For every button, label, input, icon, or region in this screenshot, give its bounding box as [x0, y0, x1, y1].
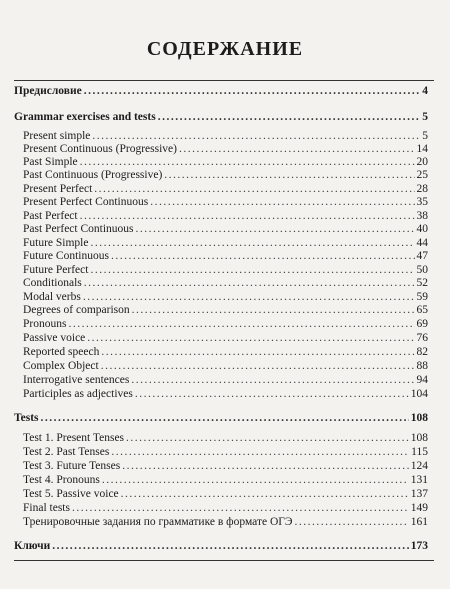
leader-dots: [68, 317, 414, 331]
toc-label: Pronouns: [23, 318, 67, 330]
toc-page-number: 65: [416, 304, 428, 316]
toc-section: [14, 539, 428, 553]
toc-label: Tests: [14, 412, 39, 424]
toc-page-number: 137: [410, 488, 428, 500]
toc-page-number: 52: [416, 277, 428, 289]
leader-dots: [80, 209, 415, 223]
top-rule: [14, 80, 434, 81]
toc-item: [23, 263, 428, 277]
toc-label: Past Perfect: [23, 210, 78, 222]
toc-label: Ключи: [14, 540, 51, 552]
toc-page-number: 149: [410, 502, 428, 514]
toc-page-number: 161: [410, 516, 428, 528]
toc-label: Test 3. Future Tenses: [23, 460, 121, 472]
leader-dots: [164, 168, 414, 182]
leader-dots: [87, 331, 414, 345]
toc-page-number: 50: [416, 264, 428, 276]
toc-page-number: 5: [422, 111, 428, 123]
toc-item: [23, 142, 428, 156]
toc-label: Past Simple: [23, 156, 78, 168]
toc-label: Future Continuous: [23, 250, 109, 262]
toc-page-number: 5: [422, 130, 428, 142]
toc-label: Future Perfect: [23, 264, 89, 276]
toc-page-number: 20: [416, 156, 428, 168]
toc-section: [14, 110, 428, 124]
toc-label: Test 5. Passive voice: [23, 488, 119, 500]
toc-page-number: 94: [416, 374, 428, 386]
toc-page-number: 44: [416, 237, 428, 249]
toc-item: [23, 387, 428, 401]
page-title: СОДЕРЖАНИЕ: [146, 38, 304, 60]
toc-label: Reported speech: [23, 346, 100, 358]
leader-dots: [150, 195, 414, 209]
toc-section: [14, 411, 428, 425]
toc-page-number: 108: [410, 432, 428, 444]
toc-page-number: 4: [422, 85, 428, 97]
toc-page-number: 59: [416, 291, 428, 303]
toc-label: Grammar exercises and tests: [14, 111, 156, 123]
toc-page-number: 115: [411, 446, 428, 458]
toc-label: Future Simple: [23, 237, 89, 249]
toc-label: Test 1. Present Tenses: [23, 432, 125, 444]
toc-item: [23, 431, 428, 445]
toc-label: Test 2. Past Tenses: [23, 446, 110, 458]
toc-item: [23, 155, 428, 169]
leader-dots: [131, 373, 414, 387]
toc-item: [23, 182, 428, 196]
toc-label: Present simple: [23, 130, 91, 142]
toc-section: [14, 84, 428, 98]
toc-item: [23, 473, 428, 487]
toc-item: [23, 129, 428, 143]
leader-dots: [84, 276, 415, 290]
toc-item: [23, 345, 428, 359]
toc-page-number: 124: [410, 460, 428, 472]
toc-item: [23, 331, 428, 345]
leader-dots: [135, 387, 409, 401]
toc-label: Participles as adjectives: [23, 388, 133, 400]
toc-label: Предисловие: [14, 85, 82, 97]
toc-label: Degrees of comparison: [23, 304, 130, 316]
toc-item: [23, 487, 428, 501]
leader-dots: [90, 263, 414, 277]
toc-label: Interrogative sentences: [23, 374, 130, 386]
toc-item: [23, 276, 428, 290]
toc-item: [23, 317, 428, 331]
leader-dots: [121, 487, 409, 501]
toc-page-number: 82: [416, 346, 428, 358]
toc-label: Final tests: [23, 502, 70, 514]
toc-item: [23, 501, 428, 515]
toc-item: [23, 168, 428, 182]
toc-item: [23, 249, 428, 263]
toc-page-number: 108: [410, 412, 428, 424]
toc-label: Тренировочные задания по грамматике в формате ОГЭ: [23, 516, 293, 528]
toc-page-number: 76: [416, 332, 428, 344]
toc-item: [23, 222, 428, 236]
leader-dots: [295, 515, 409, 529]
toc-page-number: 69: [416, 318, 428, 330]
leader-dots: [84, 84, 421, 98]
toc-page-number: 28: [416, 183, 428, 195]
bottom-rule: [14, 560, 434, 561]
toc-label: Past Perfect Continuous: [23, 223, 134, 235]
toc-item: [23, 445, 428, 459]
toc-page-number: 173: [410, 540, 428, 552]
toc-page-number: 40: [416, 223, 428, 235]
toc-label: Conditionals: [23, 277, 82, 289]
toc-item: [23, 236, 428, 250]
toc-item: [23, 195, 428, 209]
toc-page-number: 35: [416, 196, 428, 208]
leader-dots: [158, 110, 421, 124]
leader-dots: [126, 431, 409, 445]
leader-dots: [92, 129, 420, 143]
toc-page-number: 25: [416, 169, 428, 181]
leader-dots: [72, 501, 409, 515]
toc-page-number: 131: [410, 474, 428, 486]
leader-dots: [179, 142, 415, 156]
toc-item: [23, 515, 428, 529]
toc-item: [23, 459, 428, 473]
toc-page-number: 88: [416, 360, 428, 372]
toc-page-number: 14: [416, 143, 428, 155]
toc-label: Passive voice: [23, 332, 86, 344]
leader-dots: [111, 445, 409, 459]
leader-dots: [101, 359, 415, 373]
leader-dots: [102, 473, 409, 487]
leader-dots: [111, 249, 415, 263]
toc-item: [23, 359, 428, 373]
leader-dots: [52, 539, 408, 553]
toc-label: Present Perfect Continuous: [23, 196, 149, 208]
leader-dots: [41, 411, 409, 425]
toc-item: [23, 303, 428, 317]
leader-dots: [80, 155, 415, 169]
toc-item: [23, 290, 428, 304]
leader-dots: [83, 290, 415, 304]
leader-dots: [132, 303, 415, 317]
leader-dots: [122, 459, 409, 473]
toc-page-number: 47: [416, 250, 428, 262]
leader-dots: [91, 236, 415, 250]
toc-label: Past Continuous (Progressive): [23, 169, 163, 181]
leader-dots: [136, 222, 415, 236]
toc-page-number: 104: [410, 388, 428, 400]
toc-page-number: 38: [416, 210, 428, 222]
toc-label: Complex Object: [23, 360, 99, 372]
toc-item: [23, 209, 428, 223]
toc-label: Modal verbs: [23, 291, 81, 303]
leader-dots: [94, 182, 414, 196]
toc-label: Present Perfect: [23, 183, 93, 195]
toc-label: Present Continuous (Progressive): [23, 143, 177, 155]
toc-item: [23, 373, 428, 387]
leader-dots: [101, 345, 414, 359]
toc-label: Test 4. Pronouns: [23, 474, 100, 486]
